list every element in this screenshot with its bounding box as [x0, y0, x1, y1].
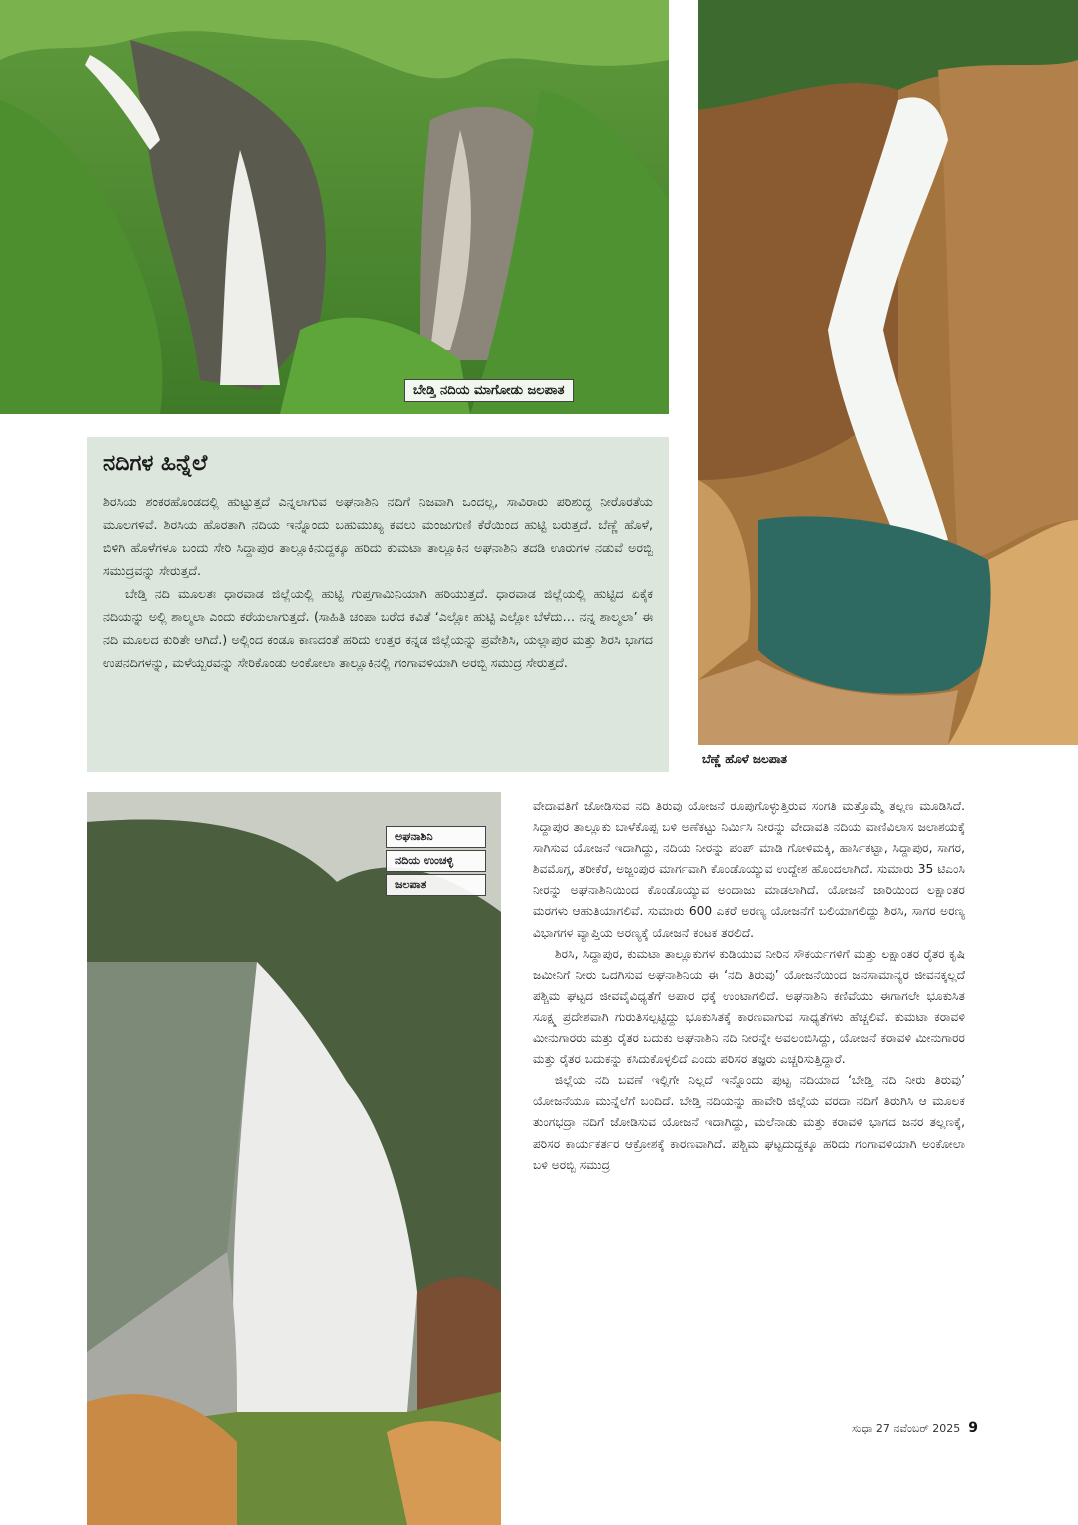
article-paragraph: ಜಿಲ್ಲೆಯ ನದಿ ಬವಣೆ ಇಲ್ಲಿಗೇ ನಿಲ್ಲದೆ ಇನ್ನೊಂದು ಪುಟ್ಟ ನದಿಯಾದ ‘ಬೇಡ್ತಿ ನದಿ ನೀರು ತಿರುವು’ ಯೋಜನೆಯೂ ಮುನ್ನೆಲೆಗೆ ಬಂದಿದೆ. ಬೇಡ್ತಿ ನದಿಯನ್ನು ಹಾವೇರಿ ಜಿಲ್ಲೆಯ ವರದಾ ನದಿಗೆ ತಿರುಗಿಸಿ ಆ ಮೂಲಕ ತುಂಗಭದ್ರಾ ನದಿಗೆ ಜೋಡಿಸುವ ಯೋಜನೆ ಇದಾಗಿದ್ದು, ಮಲೆನಾಡು ಮತ್ತು ಕರಾವಳಿ ಭಾಗದ ಜನರ ತಲ್ಲಣಕ್ಕೆ, ಪರಿಸರ ಕಾರ್ಯಕರ್ತರ ಆಕ್ರೋಶಕ್ಕೆ ಕಾರಣವಾಗಿದೆ. ಪಶ್ಚಿಮ ಘಟ್ಟದುದ್ದಕ್ಕೂ ಹರಿದು ಗಂಗಾವಳಿಯಾಗಿ ಅಂಕೋಲಾ ಬಳಿ ಅರಬ್ಬಿ ಸಮುದ್ರ [533, 1073, 965, 1172]
caption-line: ನದಿಯ ಉಂಚಳ್ಳಿ [386, 850, 486, 872]
caption-line: ಅಘನಾಶಿನಿ [386, 826, 486, 848]
photo-caption-unchalli [386, 826, 486, 898]
sidebar-title: ನದಿಗಳ ಹಿನ್ನೆಲೆ [103, 451, 208, 476]
sidebar-box [87, 437, 669, 772]
page-folio [820, 1420, 978, 1436]
sidebar-paragraph: ಶಿರಸಿಯ ಶಂಕರಹೊಂಡದಲ್ಲಿ ಹುಟ್ಟುತ್ತದೆ ಎನ್ನಲಾಗುವ ಅಘನಾಶಿನಿ ನದಿಗೆ ನಿಜವಾಗಿ ಒಂದಲ್ಲ, ಸಾವಿರಾರು ಪರಿಶುದ್ಧ ನೀರೊರತೆಯ ಮೂಲಗಳಿವೆ. ಶಿರಸಿಯ ಹೊರತಾಗಿ ನದಿಯ ಇನ್ನೊಂದು ಬಹುಮುಖ್ಯ ಕವಲು ಮಂಜುಗುಣಿ ಕೆರೆಯಿಂದ ಹುಟ್ಟಿ ಬರುತ್ತದೆ. ಬೆಣ್ಣೆ ಹೊಳೆ, ಬಿಳಿಗಿ ಹೊಳೆಗಳೂ ಬಂದು ಸೇರಿ ಸಿದ್ದಾಪುರ ತಾಲ್ಲೂಕಿನುದ್ದಕ್ಕೂ ಹರಿದು ಕುಮಟಾ ತಾಲ್ಲೂಕಿನ ಅಘನಾಶಿನಿ ತದಡಿ ಊರುಗಳ ನಡುವೆ ಅರಬ್ಬಿ ಸಮುದ್ರವನ್ನು ಸೇರುತ್ತದೆ. [103, 494, 653, 578]
article-paragraph: ಶಿರಸಿ, ಸಿದ್ದಾಪುರ, ಕುಮಟಾ ತಾಲ್ಲೂಕುಗಳ ಕುಡಿಯುವ ನೀರಿನ ಸೌಕರ್ಯಗಳಿಗೆ ಮತ್ತು ಲಕ್ಷಾಂತರ ರೈತರ ಕೃಷಿ ಜಮೀನಿಗೆ ನೀರು ಒದಗಿಸುವ ಅಘನಾಶಿನಿಯ ಈ ‘ನದಿ ತಿರುವು’ ಯೋಜನೆಯಿಂದ ಜನಸಾಮಾನ್ಯರ ಜೀವನಕ್ಕಲ್ಲದೆ ಪಶ್ಚಿಮ ಘಟ್ಟದ ಜೀವವೈವಿಧ್ಯತೆಗೆ ಅಪಾರ ಧಕ್ಕೆ ಉಂಟಾಗಲಿದೆ. ಅಘನಾಶಿನಿ ಕಣಿವೆಯು ಈಗಾಗಲೇ ಭೂಕುಸಿತ ಸೂಕ್ಷ್ಮ ಪ್ರದೇಶವಾಗಿ ಗುರುತಿಸಲ್ಪಟ್ಟಿದ್ದು ಭೂಕುಸಿತಕ್ಕೆ ಕಾರಣವಾಗುವ ಸಾಧ್ಯತೆಗಳು ಹೆಚ್ಚಲಿವೆ. ಕುಮಟಾ ಕರಾವಳಿ ಮೀನುಗಾರರು ಮತ್ತು ರೈತರ ಬದುಕು ಅಘನಾಶಿನಿ ನದಿ ನೀರನ್ನೇ ಅವಲಂಬಿಸಿದ್ದು, ಯೋಜನೆ ಕರಾವಳಿ ಮೀನುಗಾರರ ಮತ್ತು ರೈತರ ಬದುಕನ್ನು ಕಸಿದುಕೊಳ್ಳಲಿದೆ ಎಂದು ಪರಿಸರ ತಜ್ಞರು ಎಚ್ಚರಿಸುತ್ತಿದ್ದಾರೆ. [533, 946, 965, 1067]
article-paragraph: ವೇದಾವತಿಗೆ ಜೋಡಿಸುವ ನದಿ ತಿರುವು ಯೋಜನೆ ರೂಪುಗೊಳ್ಳುತ್ತಿರುವ ಸಂಗತಿ ಮತ್ತೊಮ್ಮೆ ತಲ್ಲಣ ಮೂಡಿಸಿದೆ. ಸಿದ್ದಾಪುರ ತಾಲ್ಲೂಕು ಬಾಳೆಕೊಪ್ಪ ಬಳಿ ಅಣೆಕಟ್ಟು ನಿರ್ಮಿಸಿ ನೀರನ್ನು ವೇದಾವತಿ ನದಿಯ ವಾಣಿವಿಲಾಸ ಜಲಾಶಯಕ್ಕೆ ಸಾಗಿಸುವ ಯೋಜನೆ ಇದಾಗಿದ್ದು, ನದಿಯ ನೀರನ್ನು ಪಂಪ್ ಮಾಡಿ ಗೋಳಿಮಕ್ಕಿ, ಹಾರ್ಸಿಕಟ್ಟಾ, ಸಿದ್ದಾಪುರ, ಸಾಗರ, ಶಿವಮೊಗ್ಗ, ತರೀಕೆರೆ, ಅಜ್ಜಂಪುರ ಮಾರ್ಗವಾಗಿ ಕೊಂಡೊಯ್ಯುವ ಉದ್ದೇಶ ಹೊಂದಲಾಗಿದೆ. ಸುಮಾರು 35 ಟಿಎಂಸಿ ನೀರನ್ನು ಅಘನಾಶಿನಿಯಿಂದ ಕೊಂಡೊಯ್ಯುವ ಅಂದಾಜು ಮಾಡಲಾಗಿದೆ. ಯೋಜನೆ ಜಾರಿಯಿಂದ ಲಕ್ಷಾಂತರ ಮರಗಳು ಆಹುತಿಯಾಗಲಿವೆ. ಸುಮಾರು 600 ಎಕರೆ ಅರಣ್ಯ ಯೋಜನೆಗೆ ಬಲಿಯಾಗಲಿದ್ದು ಶಿರಸಿ, ಸಾಗರ ಅರಣ್ಯ ವಿಭಾಗಗಳ ವ್ಯಾಪ್ತಿಯ ಅರಣ್ಯಕ್ಕೆ ಯೋಜನೆ ಕಂಟಕ ತರಲಿದೆ. [533, 799, 965, 940]
photo-unchalli-falls [87, 792, 501, 1525]
caption-line: ಜಲಪಾತ [386, 874, 486, 896]
folio-text: ಸುಧಾ 27 ನವೆಂಬರ್ 2025 [852, 1422, 961, 1435]
photo-caption-magodu: ಬೇಡ್ತಿ ನದಿಯ ಮಾಗೋಡು ಜಲಪಾತ [404, 379, 574, 402]
photo-caption-benne-hole: ಬೆಣ್ಣೆ ಹೊಳೆ ಜಲಪಾತ [702, 752, 788, 766]
article-column [533, 796, 965, 1176]
sidebar-paragraph: ಬೇಡ್ತಿ ನದಿ ಮೂಲತಃ ಧಾರವಾಡ ಜಿಲ್ಲೆಯಲ್ಲಿ ಹುಟ್ಟಿ ಗುಪ್ತಗಾಮಿನಿಯಾಗಿ ಹರಿಯುತ್ತದೆ. ಧಾರವಾಡ ಜಿಲ್ಲೆಯಲ್ಲಿ ಹುಟ್ಟಿದ ಏಕೈಕ ನದಿಯನ್ನು ಅಲ್ಲಿ ಶಾಲ್ಮಲಾ ಎಂದು ಕರೆಯಲಾಗುತ್ತದೆ. (ಸಾಹಿತಿ ಚಂಪಾ ಬರೆದ ಕವಿತೆ ‘ಎಲ್ಲೋ ಹುಟ್ಟಿ ಎಲ್ಲೋ ಬೆಳೆದು… ನನ್ನ ಶಾಲ್ಮಲಾ’ ಈ ನದಿ ಮೂಲದ ಕುರಿತೇ ಆಗಿದೆ.) ಅಲ್ಲಿಂದ ಕಂಡೂ ಕಾಣದಂತೆ ಹರಿದು ಉತ್ತರ ಕನ್ನಡ ಜಿಲ್ಲೆಯನ್ನು ಪ್ರವೇಶಿಸಿ, ಯಲ್ಲಾಪುರ ಮತ್ತು ಶಿರಸಿ ಭಾಗದ ಉಪನದಿಗಳನ್ನು, ಮಳೆಯ್ಬರವನ್ನು ಸೇರಿಕೊಂಡು ಅಂಕೋಲಾ ತಾಲ್ಲೂಕಿನಲ್ಲಿ ಗಂಗಾವಳಿಯಾಗಿ ಅರಬ್ಬಿ ಸಮುದ್ರ ಸೇರುತ್ತದೆ. [103, 586, 653, 670]
photo-benne-hole-falls [698, 0, 1078, 745]
photo-magodu-falls [0, 0, 669, 414]
page-number: 9 [968, 1420, 978, 1436]
